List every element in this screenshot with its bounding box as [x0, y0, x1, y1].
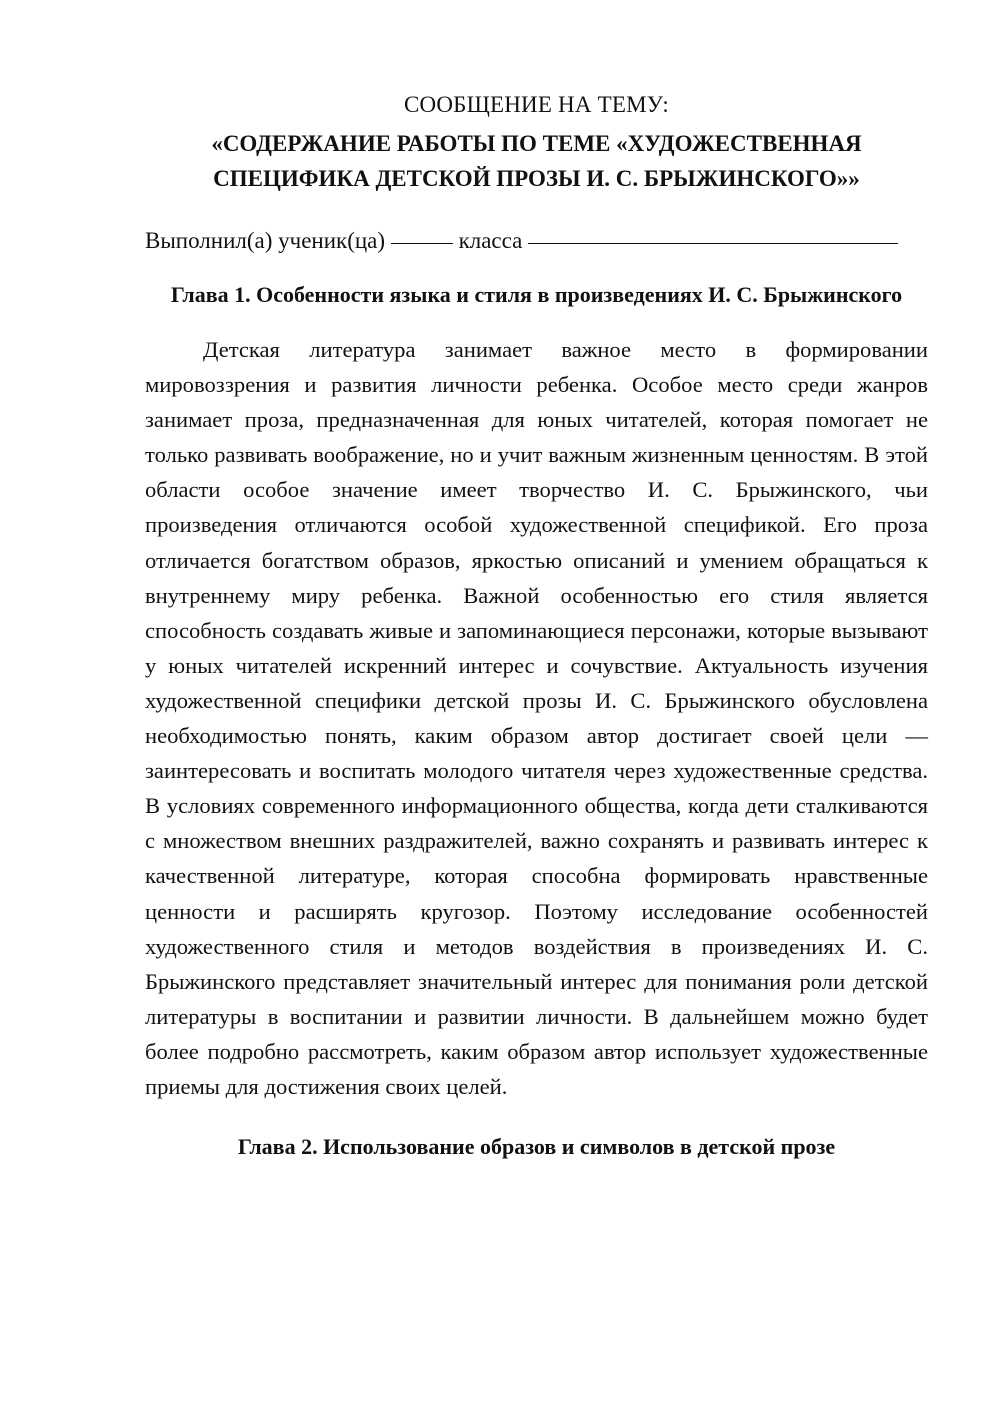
author-line: [145, 224, 928, 258]
chapter-1-paragraph: Детская литература занимает важное место в формировании мировоззрения и развития личности ребенка. Особое место среди жанров занимает проза, предназначенная для юных читателей, которая помогает не только развивать воображение, но и учит важным жизненным ценностям. В этой области особое значение имеет творчество И. С. Брыжинского, чьи произведения отличаются особой художественной спецификой. Его проза отличается богатством образов, яркостью описаний и умением обращаться к внутреннему миру ребенка. Важной особенностью его стиля является способность создавать живые и запоминающиеся персонажи, которые вызывают у юных читателей искренний интерес и сочувствие. Актуальность изучения художественной специфики детской прозы И. С. Брыжинского обусловлена необходимостью понять, каким образом автор достигает своей цели — заинтересовать и воспитать молодого читателя через художественные средства. В условиях современного информационного общества, когда дети сталкиваются с множеством внешних раздражителей, важно сохранять и развивать интерес к качественной литературе, которая способна формировать нравственные ценности и расширять кругозор. Поэтому исследование особенностей художественного стиля и методов воздействия в произведениях И. С. Брыжинского представляет значительный интерес для понимания роли детской литературы в воспитании и развитии личности. В дальнейшем можно будет более подробно рассмотреть, каким образом автор использует художественные приемы для достижения своих целей.: [145, 337, 928, 1099]
subject-line: СООБЩЕНИЕ НА ТЕМУ:: [404, 92, 669, 117]
chapter-2-heading: Глава 2. Использование образов и символов в детской прозе: [237, 1134, 836, 1160]
class-number-blank[interactable]: [391, 221, 453, 244]
document-page: [145, 88, 928, 1164]
chapter-1-heading: Глава 1. Особенности языка и стиля в произведениях И. С. Брыжинского: [170, 282, 903, 307]
performed-by-label: Выполнил(а) ученик(ца): [145, 228, 386, 253]
student-name-blank[interactable]: [528, 221, 898, 244]
class-label: класса: [458, 228, 523, 253]
document-title: «СОДЕРЖАНИЕ РАБОТЫ ПО ТЕМЕ «ХУДОЖЕСТВЕННАЯ СПЕЦИФИКА ДЕТСКОЙ ПРОЗЫ И. С. БРЫЖИНСКОГО»»: [211, 131, 862, 191]
